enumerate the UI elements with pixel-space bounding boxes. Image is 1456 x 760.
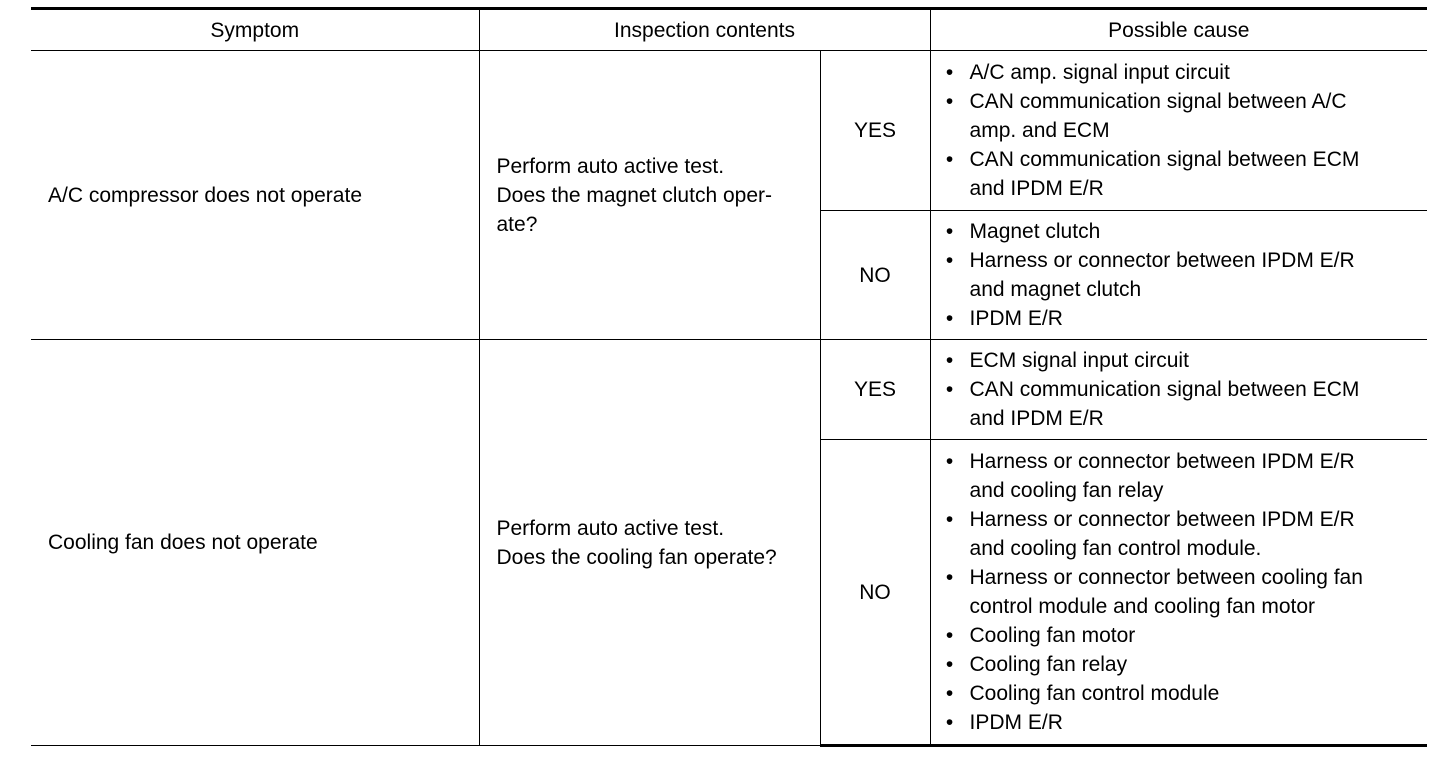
cause-text: Harness or connector between IPDM E/R: [969, 449, 1355, 473]
bullet-icon: •: [945, 623, 954, 647]
cause-text: Harness or connector between cooling fan: [969, 565, 1363, 589]
inspection-line: Perform auto active test.: [496, 516, 725, 540]
bullet-icon: •: [945, 507, 954, 531]
cause-text: CAN communication signal between A/C: [969, 89, 1347, 113]
possible-cause-cell: [930, 51, 1427, 211]
possible-cause-cell: [930, 340, 1427, 440]
cause-item: [943, 679, 1420, 708]
cause-text: Harness or connector between IPDM E/R: [969, 507, 1355, 531]
table-body: [31, 51, 1427, 746]
bullet-icon: •: [945, 219, 954, 243]
diagnosis-table: [31, 7, 1427, 747]
cause-list: [943, 447, 1420, 737]
cause-text: ECM signal input circuit: [969, 348, 1189, 372]
cause-text: IPDM E/R: [969, 710, 1063, 734]
cause-item: [943, 304, 1420, 333]
bullet-icon: •: [945, 306, 954, 330]
cause-text: and IPDM E/R: [969, 176, 1104, 200]
cause-item: [943, 346, 1420, 375]
result-cell: NO: [820, 440, 930, 746]
bullet-icon: •: [945, 348, 954, 372]
cause-item: [943, 447, 1420, 505]
inspection-line: ate?: [496, 212, 538, 236]
cause-text: Cooling fan relay: [969, 652, 1128, 676]
result-cell: YES: [820, 340, 930, 440]
header-row: [31, 9, 1427, 51]
cause-list: [943, 346, 1420, 433]
cause-text: Harness or connector between IPDM E/R: [969, 248, 1355, 272]
cause-item: [943, 708, 1420, 737]
cause-text: A/C amp. signal input circuit: [969, 60, 1230, 84]
bullet-icon: •: [945, 681, 954, 705]
cause-item: [943, 563, 1420, 621]
table-row: [31, 340, 1427, 440]
bullet-icon: •: [945, 710, 954, 734]
inspection-line: Does the magnet clutch oper-: [496, 183, 772, 207]
bullet-icon: •: [945, 60, 954, 84]
inspection-cell: [479, 51, 820, 340]
bullet-icon: •: [945, 565, 954, 589]
table-header: [31, 9, 1427, 51]
cause-text: CAN communication signal between ECM: [969, 147, 1360, 171]
cause-text: Cooling fan control module: [969, 681, 1220, 705]
cause-text: and cooling fan relay: [969, 478, 1164, 502]
cause-item: [943, 58, 1420, 87]
cause-item: [943, 621, 1420, 650]
inspection-line: Perform auto active test.: [496, 154, 725, 178]
possible-cause-cell: [930, 440, 1427, 746]
cause-item: [943, 87, 1420, 145]
bullet-icon: •: [945, 449, 954, 473]
bullet-icon: •: [945, 147, 954, 171]
symptom-cell: Cooling fan does not operate: [31, 340, 479, 746]
inspection-cell: [479, 340, 820, 746]
header-possible-cause: Possible cause: [930, 9, 1427, 51]
cause-text: CAN communication signal between ECM: [969, 377, 1360, 401]
cause-item: [943, 505, 1420, 563]
cause-item: [943, 375, 1420, 433]
header-inspection-contents: Inspection contents: [479, 9, 930, 51]
bullet-icon: •: [945, 652, 954, 676]
bullet-icon: •: [945, 377, 954, 401]
result-cell: NO: [820, 211, 930, 340]
cause-text: Cooling fan motor: [969, 623, 1136, 647]
cause-text: Magnet clutch: [969, 219, 1101, 243]
cause-item: [943, 246, 1420, 304]
symptom-cell: A/C compressor does not operate: [31, 51, 479, 340]
header-symptom: Symptom: [31, 9, 479, 51]
bullet-icon: •: [945, 89, 954, 113]
cause-item: [943, 650, 1420, 679]
cause-text: and cooling fan control module.: [969, 536, 1262, 560]
inspection-line: Does the cooling fan operate?: [496, 545, 777, 569]
possible-cause-cell: [930, 211, 1427, 340]
cause-list: [943, 58, 1420, 203]
cause-item: [943, 217, 1420, 246]
cause-text: and IPDM E/R: [969, 406, 1104, 430]
cause-text: amp. and ECM: [969, 118, 1110, 142]
table-row: [31, 51, 1427, 211]
result-cell: YES: [820, 51, 930, 211]
cause-text: IPDM E/R: [969, 306, 1063, 330]
bullet-icon: •: [945, 248, 954, 272]
cause-item: [943, 145, 1420, 203]
cause-text: control module and cooling fan motor: [969, 594, 1316, 618]
cause-list: [943, 217, 1420, 333]
cause-text: and magnet clutch: [969, 277, 1142, 301]
